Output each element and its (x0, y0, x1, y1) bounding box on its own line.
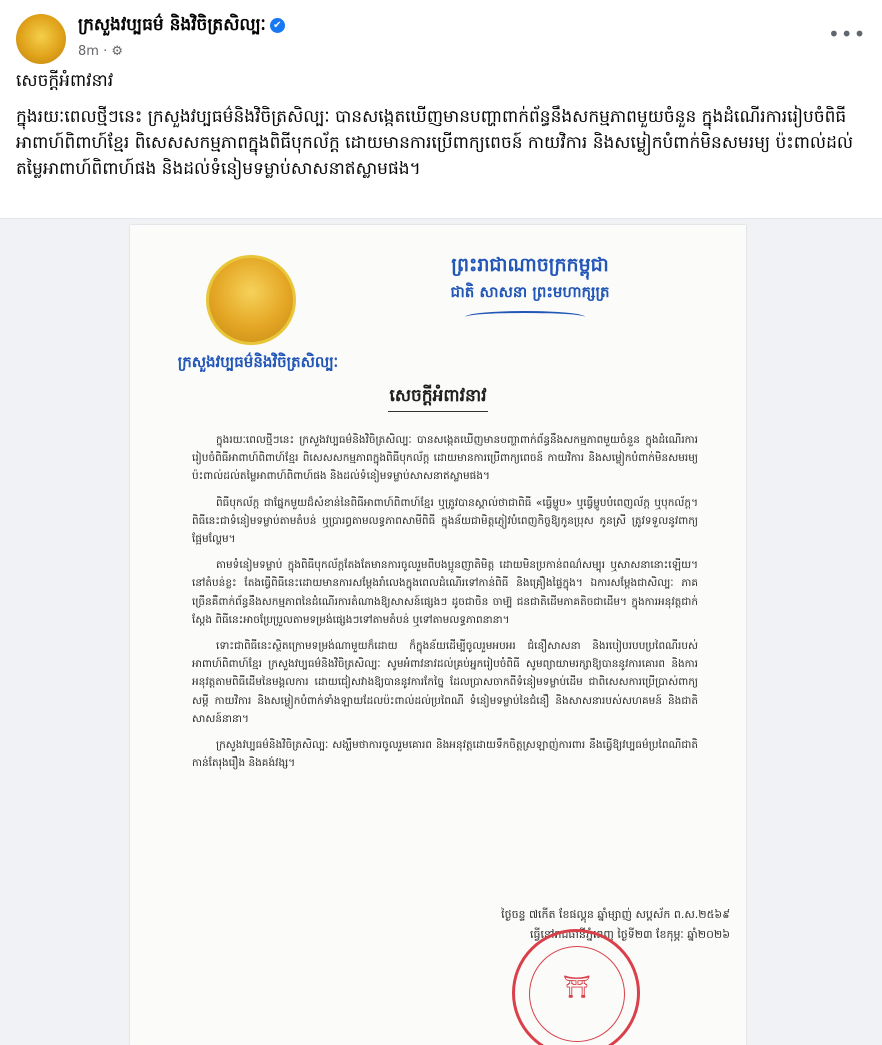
doc-body (192, 431, 698, 780)
ministry-logo-icon (206, 255, 296, 345)
official-stamp-icon (512, 929, 640, 1045)
post-header (0, 0, 882, 72)
doc-date-solar: ធ្វើនៅរាជធានីភ្នំពេញ ថ្ងៃទី២៣ ខែកុម្ភៈ ឆ្នាំ២០២៦ (530, 928, 730, 941)
doc-heading-underline (388, 411, 488, 412)
doc-paragraph: ក្រសួងវប្បធម៌និងវិចិត្រសិល្បៈ សង្ឃឹមថាការចូលរួមគោរព និងអនុវត្តដោយទឹកចិត្តស្រឡាញ់ការពារ នឹងធ្វើឱ្យវប្បធម៌ប្រពៃណីជាតិកាន់តែរុងរឿង និងគង់វង្ស។ (192, 739, 698, 770)
post-image[interactable] (0, 219, 882, 1045)
audience-gear-icon[interactable]: ⚙ (111, 44, 123, 59)
page-name[interactable]: ក្រសួងវប្បធម៌ និងវិចិត្រសិល្បៈ (78, 15, 266, 35)
post-title: សេចក្តីអំពាវនាវ (16, 71, 114, 91)
post-meta: 8m · ⚙ (78, 44, 123, 59)
page-name-link[interactable] (78, 14, 285, 39)
stamp-inner-ring (529, 946, 625, 1042)
angkor-temple-icon: ⛩ (563, 975, 591, 1000)
doc-kingdom-title: ព្រះរាជាណាចក្រកម្ពុជា (451, 254, 609, 276)
doc-ministry-name: ក្រសួងវប្បធម៌និងវិចិត្រសិល្បៈ (177, 353, 339, 371)
more-options-button[interactable]: ••• (828, 22, 867, 46)
doc-paragraph: តាមទំនៀមទម្លាប់ ក្នុងពិធីបុកល័ក្តតែងតែមានការចូលរួមពីបងប្អូនញាតិមិត្ត ដោយមិនប្រកាន់ពណ៌សម្បុរ ឬសាសនានោះឡើយ។ នៅតំបន់ខ្លះ តែងធ្វើពិធីនេះដោយមានការសម្តែងរាំលេងក្នុងពេលដំណើរទៅកាន់ពិធី និងគ្រឿងផ្ទៃក្នុង។ ឯការសម្តែងជាសិល្បៈ ភាគច្រើនគឺពាក់ព័ន្ធនឹងសកម្មភាពនៃដំណើរការតំណាងឱ្យសាសន៍ផ្សេងៗ ដូចជាចិន ចាម្ប៊ ជនជាតិដើមភាគតិចជាដើម។ ក្នុងការអនុវត្តជាក់ស្តែង ពិធីនេះអាចប្រែប្រួលតាមទម្រង់ផ្សេងៗទៅតាមតំបន់ ឬទៅតាមលទ្ធភាពនានា។ (192, 559, 698, 626)
doc-flourish-divider (465, 311, 585, 323)
doc-date-lunar: ថ្ងៃចន្ទ ៧កើត ខែផល្គុន ឆ្នាំម្សាញ់ សប្តស័ក ព.ស.២៥៦៩ (501, 908, 730, 921)
doc-signature (392, 867, 442, 887)
verified-badge-icon: ✔ (270, 18, 285, 33)
post-text: ក្នុងរយៈពេលថ្មីៗនេះ ក្រសួងវប្បធម៌និងវិចិត្រសិល្បៈ បានសង្កេតឃើញមានបញ្ហាពាក់ព័ន្ធនឹងសកម្មភាពមួយចំនួន ក្នុងដំណើរការរៀបចំពិធីអាពាហ៍ពិពាហ៍ខ្មែរ ពិសេសសកម្មភាពក្នុងពិធីបុកល័ក្ត ដោយមានការប្រើពាក្យពេចន៍ កាយវិការ និងសម្លៀកបំពាក់មិនសមរម្យ ប៉ះពាល់ដល់តម្លៃអាពាហ៍ពិពាហ៍ផង និងដល់ទំនៀមទម្លាប់សាសនាឥស្លាមផង។ (16, 107, 854, 179)
doc-motto: ជាតិ សាសនា ព្រះមហាក្សត្រ (450, 283, 610, 301)
doc-heading: សេចក្តីអំពាវនាវ (389, 386, 487, 406)
post-timestamp[interactable]: 8m (78, 44, 99, 59)
doc-paragraph: ទោះជាពិធីនេះស្ថិតក្រោមទម្រង់ណាមួយក៏ដោយ ក៏ក្នុងន័យដើម្បីចូលរួមអបអរ ជំនឿសាសនា និងរបៀបរបបប្រពៃណីរបស់អាពាហ៍ពិពាហ៍ខ្មែរ ក្រសួងវប្បធម៌និងវិចិត្រសិល្បៈ សូមអំពាវនាវដល់គ្រប់អ្នករៀបចំពិធី សូមព្យាយាមរក្សាឱ្យបាននូវការគោរព និងការអនុវត្តតាមពិធីដើមនៃមង្គលការ ដោយជៀសវាងឱ្យបាននូវការកែច្នៃ ដែលប្រាសចាកពីទំនៀមទម្លាប់ដើម ជាពិសេសការប្រើប្រាស់ពាក្យសម្តី កាយវិការ និងសម្លៀកបំពាក់ទាំងឡាយដែលប៉ះពាល់ដល់ប្រពៃណី ទំនៀមទម្លាប់នៃជំនឿ និងសាសនារបស់សហគមន៍ និងជាតិសាសន៍នានា។ (192, 640, 698, 725)
doc-paragraph: ពិធីបុកល័ក្ត ជាផ្នែកមួយដ៏សំខាន់នៃពិធីអាពាហ៍ពិពាហ៍ខ្មែរ ឬត្រូវបានស្គាល់ថាជាពិធី «ធ្វើម្ហូប» ឬធ្វើម្ហូបបំពេញល័ក្ត ឬបុកល័ក្ត។ ពិធីនេះជាទំនៀមទម្លាប់តាមតំបន់ ឬប្រារព្ធតាមលទ្ធភាពសាមីពិធី ក្នុងន័យជាមិត្តភ្ញៀវបំពេញកិច្ចឱ្យកូនប្រុស កូនស្រី ត្រូវទទួលនូវពាក្យផ្អែមល្ហែម។ (192, 496, 698, 546)
page-avatar[interactable] (16, 14, 66, 64)
announcement-document (130, 225, 746, 1045)
doc-paragraph: ក្នុងរយៈពេលថ្មីៗនេះ ក្រសួងវប្បធម៌និងវិចិត្រសិល្បៈ បានសង្កេតឃើញមានបញ្ហាពាក់ព័ន្ធនឹងសកម្មភាពមួយចំនួន ក្នុងដំណើរការរៀបចំពិធីអាពាហ៍ពិពាហ៍ខ្មែរ ពិសេសសកម្មភាពក្នុងពិធីបុកល័ក្ត ដោយមានការប្រើពាក្យពេចន៍ កាយវិការ និងសម្លៀកបំពាក់មិនសមរម្យ ប៉ះពាល់ដល់តម្លៃអាពាហ៍ពិពាហ៍ផង និងដល់ទំនៀមទម្លាប់សាសនាឥស្លាមផង។ (192, 434, 698, 483)
